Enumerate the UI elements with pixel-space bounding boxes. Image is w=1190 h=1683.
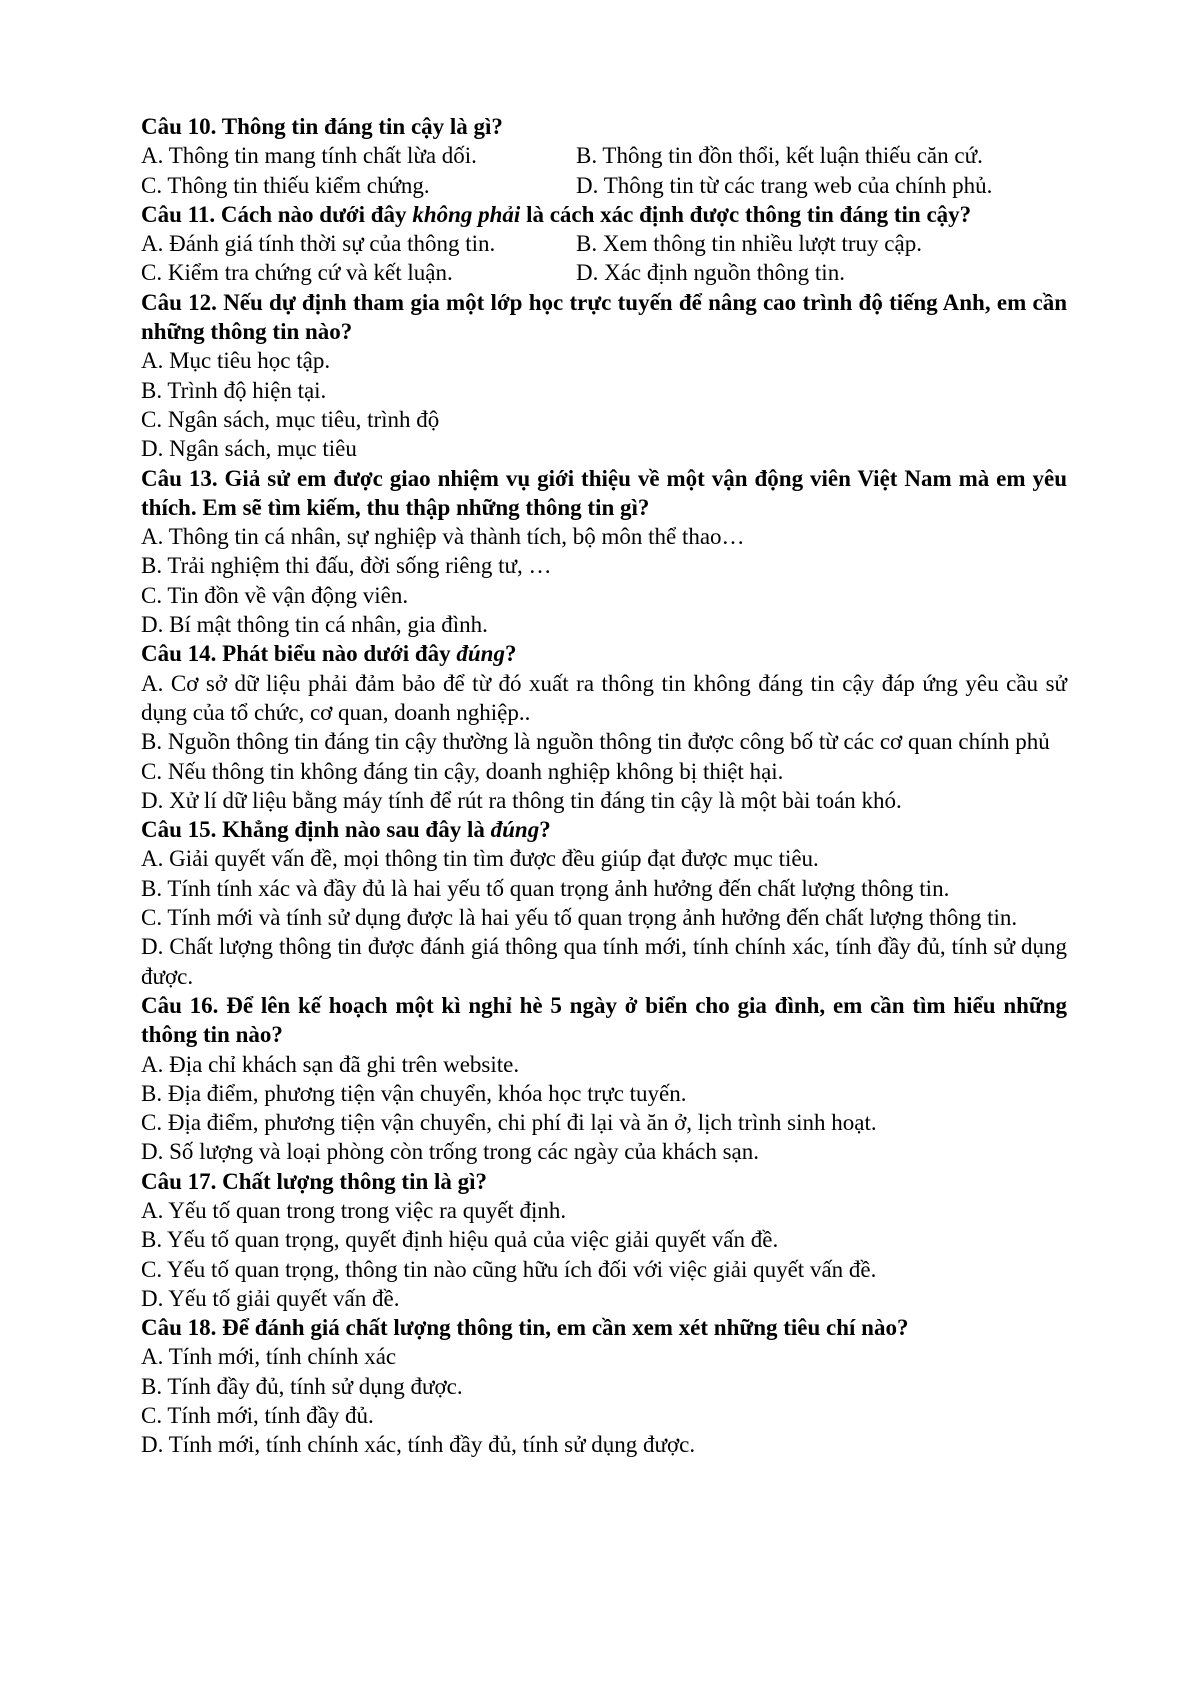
option-c: C. Tin đồn về vận động viên. <box>141 582 409 608</box>
option-d: D. Xử lí dữ liệu bằng máy tính để rút ra thông tin đáng tin cậy là một bài toán khó. <box>141 787 902 813</box>
option-b: B. Trình độ hiện tại. <box>141 377 327 403</box>
option-row <box>141 258 1067 287</box>
option-b: B. Trải nghiệm thi đấu, đời sống riêng tư, … <box>141 553 552 579</box>
question-13 <box>141 464 1067 640</box>
option-b: B. Địa điểm, phương tiện vận chuyển, khóa học trực tuyến. <box>141 1080 687 1106</box>
option-row <box>141 141 1067 170</box>
option-c: C. Ngân sách, mục tiêu, trình độ <box>141 406 440 432</box>
question-stem: Câu 18. Để đánh giá chất lượng thông tin, em cần xem xét những tiêu chí nào? <box>141 1315 909 1341</box>
option-a: A. Địa chỉ khách sạn đã ghi trên website. <box>141 1051 520 1077</box>
option-c: C. Địa điểm, phương tiện vận chuyển, chi phí đi lại và ăn ở, lịch trình sinh hoạt. <box>141 1110 877 1136</box>
option-d: D. Ngân sách, mục tiêu <box>141 436 357 462</box>
quiz-page <box>141 112 1067 1460</box>
option-d: D. Xác định nguồn thông tin. <box>576 260 845 286</box>
option-a: A. Thông tin mang tính chất lừa dối. <box>141 143 477 169</box>
question-16 <box>141 991 1067 1167</box>
option-c: C. Kiểm tra chứng cứ và kết luận. <box>141 260 453 286</box>
question-stem: Câu 16. Để lên kế hoạch một kì nghỉ hè 5 ngày ở biển cho gia đình, em cần tìm hiểu những thông tin nào? <box>141 992 1067 1048</box>
question-stem: Câu 12. Nếu dự định tham gia một lớp học trực tuyến để nâng cao trình độ tiếng Anh, em cần những thông tin nào? <box>141 289 1067 345</box>
option-a: A. Đánh giá tính thời sự của thông tin. <box>141 231 496 257</box>
question-14 <box>141 639 1067 815</box>
option-b: B. Yếu tố quan trọng, quyết định hiệu quả của việc giải quyết vấn đề. <box>141 1227 779 1253</box>
option-b: B. Xem thông tin nhiều lượt truy cập. <box>576 231 922 257</box>
question-stem: Câu 11. Cách nào dưới đây không phải là cách xác định được thông tin đáng tin cậy? <box>141 201 972 227</box>
option-d: D. Số lượng và loại phòng còn trống trong các ngày của khách sạn. <box>141 1139 760 1165</box>
option-d: D. Thông tin từ các trang web của chính phủ. <box>576 172 993 198</box>
option-c: C. Yếu tố quan trọng, thông tin nào cũng hữu ích đối với việc giải quyết vấn đề. <box>141 1256 877 1282</box>
question-stem: Câu 14. Phát biểu nào dưới đây đúng? <box>141 641 517 667</box>
question-17 <box>141 1167 1067 1313</box>
option-b: B. Thông tin đồn thổi, kết luận thiếu căn cứ. <box>576 143 983 169</box>
option-d: D. Bí mật thông tin cá nhân, gia đình. <box>141 612 488 638</box>
option-b: B. Tính tính xác và đầy đủ là hai yếu tố quan trọng ảnh hưởng đến chất lượng thông tin. <box>141 875 950 901</box>
question-18 <box>141 1313 1067 1459</box>
option-b: B. Tính đầy đủ, tính sử dụng được. <box>141 1373 463 1399</box>
option-a: A. Yếu tố quan trong trong việc ra quyết định. <box>141 1197 567 1223</box>
option-a: A. Thông tin cá nhân, sự nghiệp và thành tích, bộ môn thể thao… <box>141 524 745 550</box>
option-a: A. Mục tiêu học tập. <box>141 348 331 374</box>
option-d: D. Chất lượng thông tin được đánh giá thông qua tính mới, tính chính xác, tính đầy đủ, tính sử dụng được. <box>141 934 1067 989</box>
option-a: A. Tính mới, tính chính xác <box>141 1344 397 1370</box>
option-d: D. Yếu tố giải quyết vấn đề. <box>141 1285 400 1311</box>
question-stem: Câu 13. Giả sử em được giao nhiệm vụ giới thiệu về một vận động viên Việt Nam mà em yêu thích. Em sẽ tìm kiếm, thu thập những thông tin gì? <box>141 465 1067 520</box>
option-b: B. Nguồn thông tin đáng tin cậy thường là nguồn thông tin được công bố từ các cơ quan chính phủ <box>141 729 1050 755</box>
option-c: C. Nếu thông tin không đáng tin cậy, doanh nghiệp không bị thiệt hại. <box>141 758 784 784</box>
question-stem: Câu 15. Khẳng định nào sau đây là đúng? <box>141 817 551 843</box>
question-12 <box>141 288 1067 464</box>
option-row <box>141 229 1067 258</box>
question-11 <box>141 200 1067 288</box>
option-a: A. Giải quyết vấn đề, mọi thông tin tìm được đều giúp đạt được mục tiêu. <box>141 846 819 872</box>
option-d: D. Tính mới, tính chính xác, tính đầy đủ, tính sử dụng được. <box>141 1432 696 1458</box>
option-c: C. Thông tin thiếu kiểm chứng. <box>141 172 430 198</box>
option-c: C. Tính mới và tính sử dụng được là hai yếu tố quan trọng ảnh hưởng đến chất lượng thông tin. <box>141 905 1018 931</box>
question-15 <box>141 815 1067 991</box>
question-stem: Câu 10. Thông tin đáng tin cậy là gì? <box>141 114 503 139</box>
question-stem: Câu 17. Chất lượng thông tin là gì? <box>141 1168 488 1194</box>
option-row <box>141 171 1067 200</box>
option-c: C. Tính mới, tính đầy đủ. <box>141 1403 374 1429</box>
question-10 <box>141 112 1067 200</box>
option-a: A. Cơ sở dữ liệu phải đảm bảo để từ đó xuất ra thông tin không đáng tin cậy đáp ứng yêu cầu sử dụng của tổ chức, cơ quan, doanh nghiệp.. <box>141 670 1067 725</box>
